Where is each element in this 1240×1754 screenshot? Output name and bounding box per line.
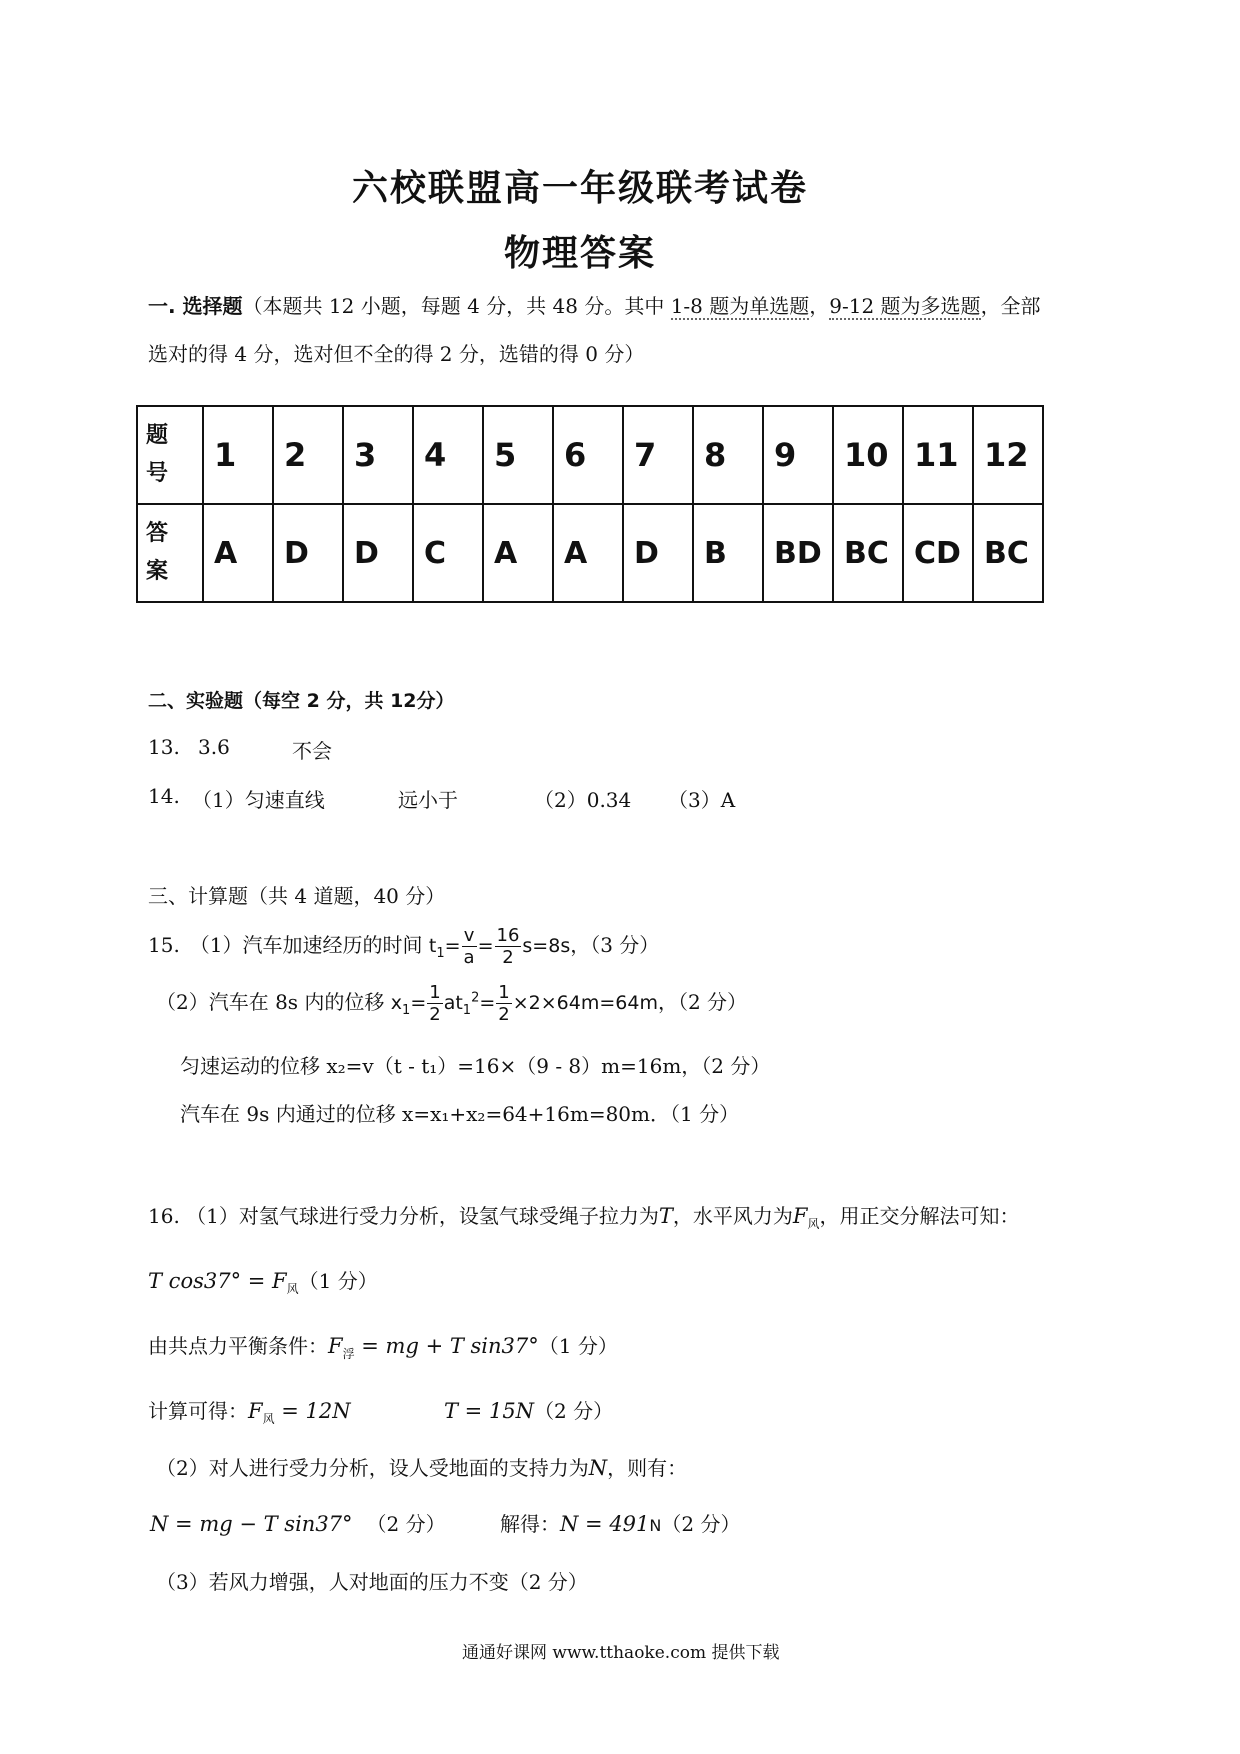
fraction-numerator: v (462, 925, 477, 947)
answer-cell: A (553, 504, 623, 602)
equation-horizontal: T cos37° = F (148, 1269, 287, 1293)
page-title: 六校联盟高一年级联考试卷 (351, 168, 808, 209)
at-term: at (443, 992, 463, 1014)
q16-line-1 (148, 1200, 1020, 1232)
section-1-scoring: 选对的得 4 分，选对但不全的得 2 分，选错的得 0 分） (148, 342, 645, 366)
footer-note: 通通好课网 www.tthaoke.com 提供下载 (462, 1643, 780, 1663)
q14-number: 14. (148, 784, 180, 808)
fraction-v-over-a (462, 925, 477, 968)
q16-line-7: （3）若风力增强，人对地面的压力不变（2 分） (156, 1570, 588, 1594)
q15-line-2-score: ，（2 分） (657, 990, 748, 1014)
table-row-answers (137, 504, 1043, 602)
fraction-numerator: 1 (429, 982, 441, 1003)
buoyancy-symbol: F (328, 1334, 343, 1358)
q16-line-5-end: ，则有： (607, 1456, 688, 1480)
q16-line-5-text: （2）对人进行受力分析，设人受地面的支持力为 (156, 1456, 589, 1480)
q15-line-1-text: 15. （1）汽车加速经历的时间 (148, 933, 423, 957)
q16-line-6-score: （2 分） (366, 1512, 446, 1536)
question-number: 8 (693, 406, 763, 504)
page-subtitle: 物理答案 (503, 233, 656, 274)
q15-line-4: 汽车在 9s 内通过的位移 x=x₁+x₂=64+16m=80m．（1 分） (180, 1102, 740, 1126)
time-subscript: 1 (462, 1003, 472, 1018)
q16-line-3-text: 由共点力平衡条件： (148, 1334, 328, 1358)
question-number: 3 (343, 406, 413, 504)
time-subscript: 1 (436, 946, 445, 961)
table-row-numbers (137, 406, 1043, 504)
q16-line-3 (148, 1330, 618, 1362)
section-3-heading: 三、计算题（共 4 道题，40 分） (148, 884, 446, 908)
section-1-desc-b: ，全部 (980, 294, 1041, 318)
newton-unit: N (649, 1516, 662, 1535)
q16-line-4-text: 计算可得： (148, 1399, 248, 1423)
tension-result: T = 15N (444, 1399, 535, 1423)
wind-force-symbol: F (792, 1204, 808, 1228)
multi-choice-note: 9-12 题为多选题 (829, 294, 981, 318)
time-symbol: t (428, 935, 437, 957)
q16-line-2 (148, 1265, 378, 1297)
question-number: 10 (833, 406, 903, 504)
displacement-subscript: 1 (402, 1003, 411, 1018)
answer-cell: D (343, 504, 413, 602)
solution-label: 解得： (500, 1512, 560, 1536)
square-superscript: 2 (471, 990, 480, 1006)
q14-answer-4: （3）A (668, 788, 736, 812)
question-number: 9 (763, 406, 833, 504)
q16-line-6-score-2: （2 分） (661, 1512, 741, 1536)
question-number: 2 (273, 406, 343, 504)
fraction-numerator: 16 (496, 925, 520, 946)
section-1-label: 一. 选择题 (148, 294, 243, 318)
fraction-denominator: a (463, 947, 475, 968)
question-number: 5 (483, 406, 553, 504)
wind-force-subscript: 风 (262, 1412, 275, 1426)
buoyancy-subscript: 浮 (342, 1347, 355, 1361)
question-number: 7 (623, 406, 693, 504)
answer-cell: A (203, 504, 273, 602)
section-1-desc-a: （本题共 12 小题，每题 4 分，共 48 分。其中 (242, 294, 671, 318)
wind-force-symbol: F (248, 1399, 263, 1423)
single-choice-note: 1-8 题为单选题 (670, 294, 810, 318)
q16-line-5 (156, 1452, 687, 1481)
wind-force-subscript: 风 (807, 1217, 820, 1231)
row-label-char: 答 (146, 521, 169, 546)
q16-line-4 (148, 1395, 351, 1427)
question-number: 1 (203, 406, 273, 504)
q13-answer-1: 3.6 (198, 735, 230, 759)
answer-cell: D (623, 504, 693, 602)
answer-cell: B (693, 504, 763, 602)
q15-line-2-text: （2）汽车在 8s 内的位移 (156, 990, 385, 1014)
q14-answer-3: （2）0.34 (534, 788, 632, 812)
q16-line-4-b (444, 1395, 613, 1424)
q15-line-2: （2）汽车在 8s 内的位移 $x_1=$ $\frac{1}{2}$ $at_1^2=$ $\frac{1}{2}$ ×2×64m=64m，（2 分） (156, 982, 748, 1025)
normal-force-symbol: N (588, 1456, 608, 1480)
answer-table (136, 405, 1044, 603)
q14-answer-2: 远小于 (398, 788, 458, 812)
wind-force-result: = 12N (274, 1399, 351, 1423)
section-1-intro (148, 290, 1041, 319)
row-label-char: 号 (146, 461, 169, 486)
equation-vertical: = mg + T sin37° (354, 1334, 539, 1358)
q15-line-3: 匀速运动的位移 x₂=v（t - t₁）=16×（9 - 8）m=16m，（2 分） (180, 1054, 771, 1078)
question-number: 4 (413, 406, 483, 504)
fraction-one-half (427, 982, 442, 1025)
q16-line-1-end: ，用正交分解法可知： (819, 1204, 1020, 1228)
answer-cell: CD (903, 504, 973, 602)
wind-force-subscript: 风 (286, 1282, 299, 1296)
question-number: 12 (973, 406, 1043, 504)
question-number: 11 (903, 406, 973, 504)
answer-cell: D (273, 504, 343, 602)
fraction-one-half (496, 982, 511, 1025)
tension-symbol: T (658, 1204, 673, 1228)
row-label-char: 案 (146, 559, 169, 584)
row-label-question-number (137, 406, 203, 504)
fraction-denominator: 2 (429, 1004, 441, 1025)
q16-line-2-score: （1 分） (298, 1269, 378, 1293)
q15-line-2-result: ×2×64m=64m (512, 992, 658, 1014)
q15-line-1-score: ，（3 分） (570, 933, 660, 957)
answer-cell: BC (833, 504, 903, 602)
fraction-16-over-2 (495, 925, 522, 968)
q16-line-4-score: （2 分） (534, 1399, 614, 1423)
section-1-sep: ， (809, 294, 830, 318)
q16-line-3-score: （1 分） (538, 1334, 618, 1358)
q16-line-1-text: 16. （1）对氢气球进行受力分析，设氢气球受绳子拉力为 (148, 1204, 659, 1228)
q16-line-1-mid: ，水平风力为 (672, 1204, 793, 1228)
equation-normal-force: N = mg − T sin37° (150, 1512, 353, 1536)
q13-number: 13. (148, 735, 180, 759)
answer-cell: A (483, 504, 553, 602)
q14-answer-1: （1）匀速直线 (192, 788, 325, 812)
section-2-heading: 二、实验题（每空 2 分，共 12分） (148, 690, 455, 712)
displacement-symbol: x (390, 992, 403, 1014)
q13-answer-2: 不会 (292, 739, 332, 763)
q16-line-6-b (500, 1508, 740, 1537)
row-label-answer (137, 504, 203, 602)
fraction-numerator: 1 (498, 982, 510, 1003)
fraction-denominator: 2 (498, 1004, 510, 1025)
answer-cell: C (413, 504, 483, 602)
q15-line-1: 15. （1）汽车加速经历的时间 $t_1=$ $\frac{v}{a}$ = $\frac{16}{2}$ s=8s，（3 分） (148, 925, 660, 968)
q15-line-1-result: s=8s (522, 935, 571, 957)
q16-line-6 (150, 1508, 446, 1537)
fraction-denominator: 2 (502, 947, 514, 968)
question-number: 6 (553, 406, 623, 504)
normal-force-result: N = 491 (560, 1512, 650, 1536)
answer-cell: BD (763, 504, 833, 602)
row-label-char: 题 (146, 423, 169, 448)
answer-cell: BC (973, 504, 1043, 602)
